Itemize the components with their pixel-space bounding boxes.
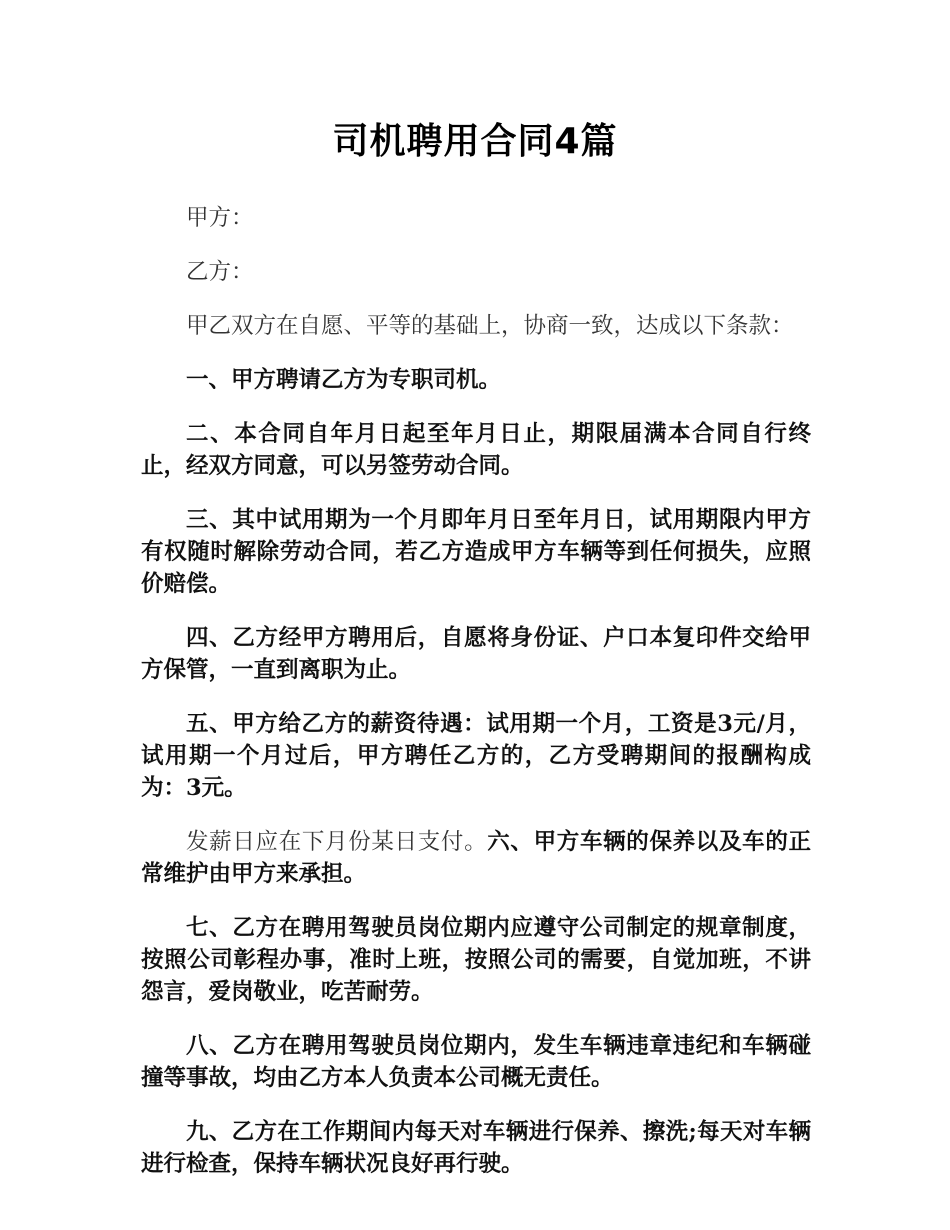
clause-6: 六、甲方车辆的保养以及车的正常维护由甲方来承担。	[141, 829, 811, 887]
party-a-line: 甲方：	[186, 205, 254, 231]
clause-3: 三、其中试用期为一个月即年月日至年月日，试用期限内甲方有权随时解除劳动合同，若乙方造成甲方车辆等到任何损失，应照价赔偿。	[141, 507, 811, 597]
clause-1: 一、甲方聘请乙方为专职司机。	[186, 367, 502, 393]
clause-2: 二、本合同自年月日起至年月日止，期限届满本合同自行终止，经双方同意，可以另签劳动合同。	[141, 421, 811, 479]
clause-6-paragraph	[141, 826, 811, 890]
document-body	[141, 202, 811, 1202]
document-title: 司机聘用合同4篇	[332, 121, 618, 162]
clause-5: 五、甲方给乙方的薪资待遇：试用期一个月，工资是3元/月，试用期一个月过后，甲方聘任乙方的，乙方受聘期间的报酬构成为：3元。	[141, 711, 811, 801]
payday-text: 发薪日应在下月份某日支付。	[186, 829, 488, 855]
intro-paragraph: 甲乙双方在自愿、平等的基础上，协商一致，达成以下条款：	[186, 313, 794, 339]
clause-9: 九、乙方在工作期间内每天对车辆进行保养、擦洗;每天对车辆进行检查，保持车辆状况良好再行驶。	[141, 1119, 811, 1177]
clause-4: 四、乙方经甲方聘用后，自愿将身份证、户口本复印件交给甲方保管，一直到离职为止。	[141, 625, 811, 683]
clause-8: 八、乙方在聘用驾驶员岗位期内，发生车辆违章违纪和车辆碰撞等事故，均由乙方本人负责本公司概无责任。	[141, 1033, 811, 1091]
party-b-line: 乙方：	[186, 259, 254, 285]
clause-7: 七、乙方在聘用驾驶员岗位期内应遵守公司制定的规章制度，按照公司彰程办事，准时上班，按照公司的需要，自觉加班，不讲怨言，爱岗敬业，吃苦耐劳。	[141, 915, 811, 1005]
